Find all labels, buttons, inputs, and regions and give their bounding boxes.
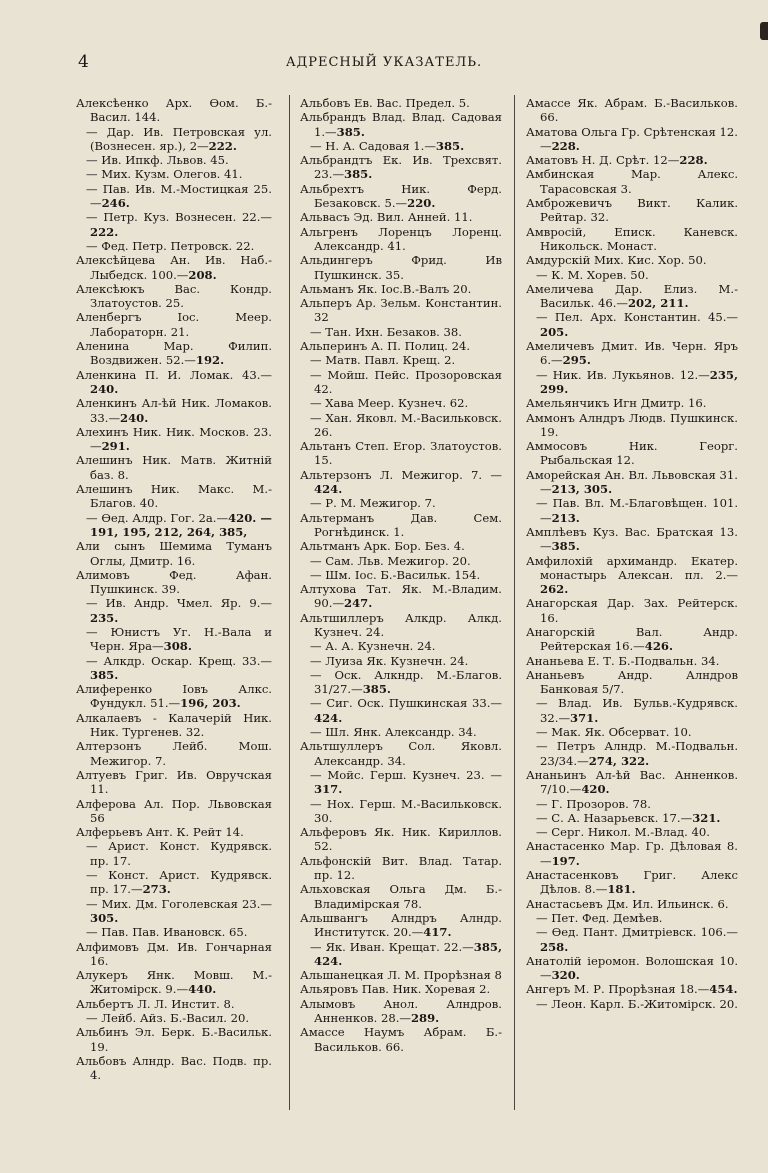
entry-phone-number: 305. bbox=[90, 910, 119, 925]
entry-text: Альтшуллеръ Сол. Яковл. Александр. 34. bbox=[300, 739, 502, 768]
entry-text: Пет. Фед. Демѣев. bbox=[551, 910, 663, 925]
entry-text: Аммонъ Алндръ Людв. Пушкинск. 19. bbox=[526, 410, 738, 439]
column-divider bbox=[289, 95, 290, 1110]
entry-text: Амассе Як. Абрам. Б.-Васильков. 66. bbox=[526, 96, 738, 125]
directory-entry bbox=[300, 439, 502, 468]
directory-entry bbox=[300, 997, 502, 1026]
directory-entry bbox=[76, 453, 272, 482]
entry-text: К. М. Хорев. 50. bbox=[551, 267, 649, 282]
directory-entry bbox=[76, 210, 272, 239]
entry-text: А. А. Кузнечн. 24. bbox=[325, 639, 436, 654]
directory-entry bbox=[526, 668, 738, 697]
page-title: АДРЕСНЫЙ УКАЗАТЕЛЬ. bbox=[285, 55, 483, 70]
entry-text: Мих. Дм. Гоголевская 23.— bbox=[101, 896, 272, 911]
entry-text: Аленкина П. И. Ломак. 43.— bbox=[76, 367, 272, 382]
entry-phone-number: 420. —191, 195, 212, 264, 385, bbox=[90, 510, 273, 539]
entry-text: Дар. Ив. Петровская ул. (Вознесен. яр.), 2— bbox=[90, 124, 272, 153]
entry-text: Амассе Наумъ Абрам. Б.-Васильков. 66. bbox=[300, 1025, 502, 1054]
entry-text: Лейб. Айз. Б.-Васил. 20. bbox=[101, 1011, 250, 1025]
directory-entry bbox=[300, 854, 502, 883]
directory-entry bbox=[300, 496, 502, 510]
entry-text: Амбинская Мар. Алекс. Тарасовская 3. bbox=[526, 167, 738, 196]
directory-entry bbox=[76, 1011, 272, 1025]
entry-phone-number: 235. bbox=[90, 610, 119, 625]
entry-phone-number: 320. bbox=[551, 968, 580, 983]
directory-entry bbox=[526, 825, 738, 839]
entry-text: Сиг. Оск. Пушкинская 33.— bbox=[326, 696, 502, 711]
directory-entry bbox=[526, 997, 738, 1011]
directory-entry bbox=[526, 268, 738, 282]
entry-text: Нох. Герш. М.-Васильковск. 30. bbox=[314, 796, 503, 825]
entry-text: Анастасенко Мар. Гр. Дѣловая 8.— bbox=[526, 839, 738, 868]
entry-phone-number: 385. bbox=[336, 124, 365, 139]
directory-entry bbox=[526, 496, 738, 525]
directory-entry bbox=[76, 125, 272, 154]
entry-text: Алукеръ Янк. Мовш. М.-Житомірск. 9.— bbox=[76, 968, 272, 997]
entry-text: Юнистъ Уг. Н.-Вала и Черн. Яра— bbox=[90, 624, 272, 654]
entry-text: Анагорская Дар. Зах. Рейтерск. 16. bbox=[526, 596, 738, 625]
entry-phone-number: 295. bbox=[562, 353, 591, 368]
entry-text: Алешинъ Ник. Макс. М.-Благов. 40. bbox=[76, 482, 272, 511]
directory-entry bbox=[300, 339, 502, 353]
directory-entry bbox=[526, 153, 738, 167]
entry-text: Шл. Янк. Александр. 34. bbox=[325, 725, 477, 740]
entry-phone-number: 424. bbox=[314, 710, 343, 725]
entry-phone-number: 240. bbox=[90, 381, 119, 396]
entry-phone-number: 240. bbox=[120, 410, 149, 425]
entry-text: Алкалаевъ - Калачерій Ник. Ник. Тургенев. 32. bbox=[76, 710, 272, 740]
entry-text: Альбовъ Алндр. Вас. Подв. пр. 4. bbox=[76, 1053, 272, 1083]
column-divider bbox=[514, 95, 515, 1110]
directory-entry bbox=[76, 511, 272, 540]
entry-text: Ананьева Е. Т. Б.-Подвальн. 34. bbox=[526, 653, 720, 668]
entry-text: Альвасъ Эд. Вил. Анней. 11. bbox=[300, 210, 473, 225]
entry-phone-number: 228. bbox=[679, 153, 708, 168]
entry-text: Альтерзонъ Л. Межигор. 7. — bbox=[300, 467, 502, 482]
entry-text: Альбрандъ Влад. Влад. Садовая 1.— bbox=[300, 110, 502, 139]
entry-phone-number: 321. bbox=[692, 810, 721, 825]
entry-phone-number: 385. bbox=[344, 167, 373, 182]
entry-text: Аморейская Ан. Вл. Львовская 31.— bbox=[526, 467, 738, 497]
directory-entry bbox=[300, 611, 502, 640]
entry-text: Ив. Андр. Чмел. Яр. 9.— bbox=[105, 596, 272, 611]
entry-text: Фед. Петр. Петровск. 22. bbox=[101, 238, 255, 253]
directory-entry bbox=[300, 139, 502, 153]
entry-phone-number: 420. bbox=[581, 782, 610, 797]
entry-text: Пав. Ив. М.-Мостицкая 25.— bbox=[90, 181, 272, 211]
directory-entry bbox=[526, 167, 738, 196]
directory-entry bbox=[526, 125, 738, 154]
entry-text: Н. А. Садовая 1.— bbox=[325, 138, 436, 153]
directory-entry bbox=[300, 940, 502, 969]
directory-entry bbox=[76, 596, 272, 625]
entry-text: Алтерзонъ Лейб. Мош. Межигор. 7. bbox=[76, 739, 272, 768]
entry-text: Мойш. Пейс. Прозоровская 42. bbox=[314, 367, 502, 396]
entry-text: Анатолій іеромон. Волошская 10.— bbox=[526, 953, 738, 983]
entry-text: Альяровъ Пав. Ник. Хоревая 2. bbox=[300, 982, 491, 997]
directory-entry bbox=[526, 196, 738, 225]
directory-entry bbox=[76, 368, 272, 397]
entry-text: Алфимовъ Дм. Ив. Гончарная 16. bbox=[76, 939, 272, 968]
entry-text: Анагорскій Вал. Андр. Рейтерская 16.— bbox=[526, 624, 738, 654]
entry-text: Альдингеръ Фрид. Ив Пушкинск. 35. bbox=[300, 253, 502, 282]
entry-text: Пав. Вл. М.-Благовѣщен. 101.— bbox=[540, 496, 739, 525]
entry-text: Альшвангъ Алндръ Алндр. Институтск. 20.— bbox=[300, 910, 502, 940]
directory-entry bbox=[526, 739, 738, 768]
entry-text: Р. М. Межигор. 7. bbox=[325, 496, 436, 511]
entry-text: Алешинъ Ник. Матв. Житній баз. 8. bbox=[76, 453, 272, 482]
entry-text: Г. Прозоров. 78. bbox=[551, 796, 651, 811]
directory-entry bbox=[526, 925, 738, 954]
directory-entry bbox=[76, 182, 272, 211]
entry-text: Алексѣюкъ Вас. Кондр. Златоустов. 25. bbox=[76, 281, 272, 311]
entry-phone-number: 205. bbox=[540, 324, 569, 339]
column-3 bbox=[526, 96, 738, 1011]
entry-text: Ангеръ М. Р. Прорѣзная 18.— bbox=[526, 982, 710, 997]
entry-text: Ѳед. Пант. Дмитріевск. 106.— bbox=[551, 925, 738, 940]
entry-text: Альтанъ Степ. Егор. Златоустов. 15. bbox=[300, 439, 502, 468]
entry-phone-number: 426. bbox=[644, 639, 674, 654]
entry-phone-number: 385. bbox=[362, 682, 391, 697]
entry-text: Алтухова Тат. Як. М.-Владим. 90.— bbox=[300, 582, 502, 611]
entry-text: Ананьинъ Ал-ѣй Вас. Анненков. 7/10.— bbox=[526, 767, 738, 797]
directory-entry bbox=[300, 96, 502, 110]
directory-entry bbox=[300, 468, 502, 497]
entry-text: Ананьевъ Андр. Алндров Банковая 5/7. bbox=[526, 667, 738, 697]
entry-phone-number: 181. bbox=[607, 882, 636, 897]
directory-entry bbox=[76, 1025, 272, 1054]
entry-phone-number: 213. bbox=[551, 510, 580, 525]
entry-text: Алехинъ Ник. Ник. Москов. 23.— bbox=[76, 424, 272, 454]
directory-entry bbox=[526, 525, 738, 554]
entry-text: Аматовъ Н. Д. Срѣт. 12— bbox=[526, 153, 680, 168]
entry-text: Алферова Ал. Пор. Львовская 56 bbox=[76, 796, 272, 825]
entry-text: Амброжевичъ Викт. Калик. Рейтар. 32. bbox=[526, 196, 738, 225]
entry-text: Сам. Льв. Межигор. 20. bbox=[325, 553, 471, 568]
entry-text: Альбрехтъ Ник. Ферд. Безаковск. 5.— bbox=[300, 181, 502, 211]
directory-entry bbox=[76, 897, 272, 926]
entry-phone-number: 202, 211. bbox=[627, 296, 689, 311]
directory-entry bbox=[300, 296, 502, 325]
directory-entry bbox=[526, 253, 738, 267]
entry-text: Мих. Кузм. Олегов. 41. bbox=[101, 167, 243, 182]
entry-text: Мак. Як. Обсерват. 10. bbox=[551, 725, 692, 740]
entry-phone-number: 213, 305. bbox=[551, 482, 613, 497]
entry-text: Альперинъ А. П. Полиц. 24. bbox=[300, 339, 471, 354]
entry-text: Амельянчикъ Игн Дмитр. 16. bbox=[526, 396, 707, 411]
directory-entry bbox=[76, 825, 272, 839]
entry-text: Альбрандтъ Ек. Ив. Трехсвят. 23.— bbox=[300, 153, 502, 182]
directory-entry bbox=[76, 568, 272, 597]
directory-entry bbox=[526, 439, 738, 468]
directory-entry bbox=[76, 153, 272, 167]
entry-text: Альбинъ Эл. Берк. Б.-Васильк. 19. bbox=[76, 1025, 272, 1054]
directory-entry bbox=[300, 968, 502, 982]
directory-entry bbox=[300, 639, 502, 653]
entry-text: Пав. Пав. Ивановск. 65. bbox=[101, 925, 248, 940]
entry-text: Арист. Конст. Кудрявск. пр. 17. bbox=[90, 839, 272, 868]
entry-text: Алферьевъ Ант. К. Рейт 14. bbox=[76, 825, 244, 840]
entry-text: Амдурскій Мих. Кис. Хор. 50. bbox=[526, 253, 707, 268]
directory-entry bbox=[526, 625, 738, 654]
directory-entry bbox=[526, 696, 738, 725]
directory-entry bbox=[526, 797, 738, 811]
entry-phone-number: 247. bbox=[344, 596, 373, 611]
entry-phone-number: 228. bbox=[551, 138, 580, 153]
entry-text: Аматова Ольга Гр. Срѣтенская 12.— bbox=[526, 124, 738, 153]
directory-entry bbox=[76, 239, 272, 253]
directory-entry bbox=[300, 582, 502, 611]
directory-entry bbox=[76, 96, 272, 125]
directory-entry bbox=[76, 739, 272, 768]
directory-entry bbox=[76, 797, 272, 826]
directory-entry bbox=[300, 768, 502, 797]
directory-entry bbox=[300, 982, 502, 996]
directory-entry bbox=[300, 396, 502, 410]
entry-phone-number: 385, 424. bbox=[314, 939, 503, 968]
column-2 bbox=[300, 96, 502, 1054]
entry-text: Амплѣевъ Куз. Вас. Братская 13.— bbox=[526, 524, 738, 554]
entry-text: Оск. Алкндр. М.-Благов. 31/27.— bbox=[314, 667, 502, 697]
directory-entry bbox=[300, 668, 502, 697]
directory-entry bbox=[526, 839, 738, 868]
directory-entry bbox=[300, 253, 502, 282]
directory-entry bbox=[300, 825, 502, 854]
entry-text: Петръ Алндр. М.-Подвальн. 23/34.— bbox=[540, 739, 739, 768]
directory-entry bbox=[526, 725, 738, 739]
directory-entry bbox=[76, 396, 272, 425]
directory-entry bbox=[300, 568, 502, 582]
entry-text: Альбовъ Ев. Вас. Предел. 5. bbox=[300, 96, 470, 110]
directory-entry bbox=[526, 396, 738, 410]
entry-phone-number: 192. bbox=[195, 353, 225, 368]
entry-text: Альманъ Як. Іос.В.-Валъ 20. bbox=[300, 281, 472, 296]
entry-phone-number: 235, 299. bbox=[540, 367, 738, 396]
entry-text: Анастасьевъ Дм. Ил. Ильинск. 6. bbox=[526, 896, 729, 911]
page-number: 4 bbox=[78, 52, 89, 72]
entry-text: Амеличевъ Дмит. Ив. Черн. Яръ 6.— bbox=[526, 339, 738, 368]
directory-entry bbox=[76, 167, 272, 181]
directory-entry bbox=[526, 225, 738, 254]
directory-entry bbox=[300, 210, 502, 224]
entry-text: Альперъ Ар. Зельм. Константин. 32 bbox=[300, 296, 502, 325]
entry-text: Али сынъ Шемима Туманъ Оглы, Дмитр. 16. bbox=[76, 539, 272, 568]
entry-text: Влад. Ив. Бульв.-Кудрявск. 32.— bbox=[540, 696, 738, 725]
directory-entry bbox=[76, 940, 272, 969]
directory-entry bbox=[526, 897, 738, 911]
entry-phone-number: 220. bbox=[407, 196, 436, 211]
directory-entry bbox=[76, 253, 272, 282]
entry-phone-number: 385. bbox=[435, 138, 465, 153]
entry-phone-number: 417. bbox=[423, 925, 452, 940]
directory-entry bbox=[76, 925, 272, 939]
entry-text: Аленкинъ Ал-ѣй Ник. Ломаков. 33.— bbox=[76, 396, 272, 425]
entry-text: Аленина Мар. Филип. Воздвижен. 52.— bbox=[76, 339, 272, 368]
directory-entry bbox=[300, 353, 502, 367]
entry-phone-number: 289. bbox=[410, 1011, 440, 1025]
entry-text: Альтшиллеръ Алкдр. Алкд. Кузнеч. 24. bbox=[300, 610, 502, 639]
entry-phone-number: 454. bbox=[709, 982, 738, 997]
entry-phone-number: 440. bbox=[188, 982, 217, 997]
directory-entry bbox=[526, 868, 738, 897]
directory-entry bbox=[526, 954, 738, 983]
directory-entry bbox=[300, 911, 502, 940]
directory-entry bbox=[300, 882, 502, 911]
entry-text: Амфилохій архимандр. Екатер. монастырь Алексан. пл. 2.— bbox=[526, 553, 738, 582]
directory-entry bbox=[300, 725, 502, 739]
entry-phone-number: 262. bbox=[540, 582, 569, 597]
directory-entry bbox=[300, 1025, 502, 1054]
directory-entry bbox=[526, 310, 738, 339]
directory-entry bbox=[300, 739, 502, 768]
entry-phone-number: 385. bbox=[90, 667, 119, 682]
directory-entry bbox=[76, 997, 272, 1011]
entry-text: Алимовъ Фед. Афан. Пушкинск. 39. bbox=[76, 567, 272, 597]
entry-text: Петр. Куз. Вознесен. 22.— bbox=[103, 210, 273, 225]
directory-entry bbox=[76, 339, 272, 368]
directory-entry bbox=[526, 468, 738, 497]
directory-entry bbox=[300, 797, 502, 826]
directory-entry bbox=[76, 539, 272, 568]
entry-phone-number: 424. bbox=[314, 482, 343, 497]
directory-entry bbox=[526, 554, 738, 597]
directory-entry bbox=[300, 539, 502, 553]
directory-entry bbox=[76, 310, 272, 339]
directory-entry bbox=[76, 482, 272, 511]
entry-phone-number: 197. bbox=[551, 853, 580, 868]
entry-text: Алиференко Іовъ Алкс. Фундукл. 51.— bbox=[76, 682, 272, 711]
directory-entry bbox=[526, 282, 738, 311]
directory-entry bbox=[76, 868, 272, 897]
directory-entry bbox=[76, 968, 272, 997]
directory-entry bbox=[76, 1054, 272, 1083]
entry-text: Амвросій, Еписк. Каневск. Никольск. Монаст. bbox=[526, 224, 738, 253]
directory-entry bbox=[300, 696, 502, 725]
entry-phone-number: 273. bbox=[142, 882, 171, 897]
entry-text: Альховская Ольга Дм. Б.-Владимірская 78. bbox=[300, 882, 502, 911]
directory-entry bbox=[300, 511, 502, 540]
entry-phone-number: 291. bbox=[101, 439, 130, 454]
directory-entry bbox=[76, 625, 272, 654]
directory-entry bbox=[300, 368, 502, 397]
entry-text: Альтерманъ Дав. Сем. Рогнѣдинск. 1. bbox=[300, 510, 502, 539]
directory-entry bbox=[300, 225, 502, 254]
directory-entry bbox=[76, 682, 272, 711]
entry-text: Алымовъ Анол. Алндров. Анненков. 28.— bbox=[300, 996, 502, 1025]
directory-entry bbox=[300, 654, 502, 668]
entry-text: Серг. Никол. М.-Влад. 40. bbox=[551, 825, 710, 840]
directory-entry bbox=[526, 982, 738, 996]
directory-entry bbox=[76, 839, 272, 868]
entry-phone-number: 385. bbox=[551, 539, 580, 554]
entry-text: Амеличева Дар. Елиз. М.-Васильк. 46.— bbox=[526, 281, 738, 311]
entry-text: Альгренъ Лоренцъ Лоренц. Александр. 41. bbox=[300, 224, 502, 253]
directory-entry bbox=[76, 768, 272, 797]
entry-text: Альфонскій Вит. Влад. Татар. пр. 12. bbox=[300, 853, 502, 883]
entry-text: Алкдр. Оскар. Крещ. 33.— bbox=[103, 653, 272, 668]
directory-entry bbox=[76, 282, 272, 311]
directory-entry bbox=[526, 768, 738, 797]
entry-phone-number: 258. bbox=[540, 939, 569, 954]
entry-text: Хава Меер. Кузнеч. 62. bbox=[325, 396, 469, 411]
entry-text: Альбертъ Л. Л. Инстит. 8. bbox=[76, 996, 235, 1011]
entry-phone-number: 371. bbox=[570, 710, 599, 725]
entry-text: Алексѣенко Арх. Ѳом. Б.-Васил. 144. bbox=[76, 96, 272, 125]
entry-text: Алтуевъ Григ. Ив. Овручская 11. bbox=[76, 767, 272, 797]
entry-phone-number: 196, 203. bbox=[180, 696, 241, 711]
entry-text: Аммосовъ Ник. Георг. Рыбальская 12. bbox=[526, 439, 738, 468]
entry-text: Тан. Ихн. Безаков. 38. bbox=[325, 324, 462, 339]
page-edge-mark bbox=[760, 22, 768, 40]
entry-text: Альшанецкая Л. М. Прорѣзная 8 bbox=[300, 968, 502, 983]
directory-entry bbox=[300, 110, 502, 139]
entry-text: Ѳед. Алдр. Гог. 2а.— bbox=[101, 510, 229, 525]
column-1 bbox=[76, 96, 272, 1082]
entry-phone-number: 246. bbox=[101, 196, 130, 211]
directory-entry bbox=[76, 711, 272, 740]
entry-phone-number: 208. bbox=[188, 267, 217, 282]
directory-entry bbox=[526, 96, 738, 125]
directory-entry bbox=[526, 654, 738, 668]
directory-entry bbox=[526, 811, 738, 825]
directory-entry bbox=[526, 911, 738, 925]
entry-text: Альтманъ Арк. Бор. Без. 4. bbox=[300, 539, 465, 554]
entry-text: Пел. Арх. Константин. 45.— bbox=[554, 310, 738, 325]
entry-text: Хан. Яковл. М.-Васильковск. 26. bbox=[314, 410, 502, 439]
entry-text: Аленбергъ Іос. Меер. Лабораторн. 21. bbox=[76, 310, 272, 339]
directory-entry bbox=[300, 325, 502, 339]
entry-text: Матв. Павл. Крещ. 2. bbox=[325, 353, 456, 368]
entry-text: Мойс. Герш. Кузнеч. 23. — bbox=[327, 767, 502, 782]
entry-phone-number: 317. bbox=[314, 782, 343, 797]
directory-entry bbox=[76, 425, 272, 454]
entry-text: Ив. Ипкф. Львов. 45. bbox=[101, 153, 229, 168]
directory-entry bbox=[300, 282, 502, 296]
directory-entry bbox=[526, 339, 738, 368]
entry-phone-number: 274, 322. bbox=[588, 753, 650, 768]
directory-entry bbox=[76, 654, 272, 683]
entry-text: Альферовъ Як. Ник. Кириллов. 52. bbox=[300, 825, 502, 854]
directory-entry bbox=[300, 153, 502, 182]
directory-entry bbox=[300, 182, 502, 211]
entry-text: Луиза Як. Кузнечн. 24. bbox=[325, 653, 469, 668]
entry-phone-number: 222. bbox=[208, 138, 237, 153]
entry-text: С. А. Назарьевск. 17.— bbox=[551, 810, 693, 825]
entry-text: Конст. Арист. Кудрявск. пр. 17.— bbox=[90, 868, 272, 897]
entry-phone-number: 222. bbox=[90, 224, 119, 239]
entry-text: Леон. Карл. Б.-Житомірск. 20. bbox=[551, 996, 738, 1011]
entry-text: Ник. Ив. Лукьянов. 12.— bbox=[552, 367, 710, 382]
entry-text: Анастасенковъ Григ. Алекс Дѣлов. 8.— bbox=[526, 868, 738, 897]
entry-text: Як. Иван. Крещат. 22.— bbox=[325, 939, 474, 954]
directory-entry bbox=[526, 368, 738, 397]
directory-entry bbox=[300, 411, 502, 440]
entry-text: Алексѣйцева Ан. Ив. Наб.-Лыбедск. 100.— bbox=[76, 253, 272, 282]
entry-text: Шм. Іос. Б.-Васильк. 154. bbox=[325, 567, 481, 582]
directory-entry bbox=[300, 554, 502, 568]
directory-entry bbox=[526, 596, 738, 625]
entry-phone-number: 308. bbox=[163, 639, 192, 654]
directory-entry bbox=[526, 411, 738, 440]
